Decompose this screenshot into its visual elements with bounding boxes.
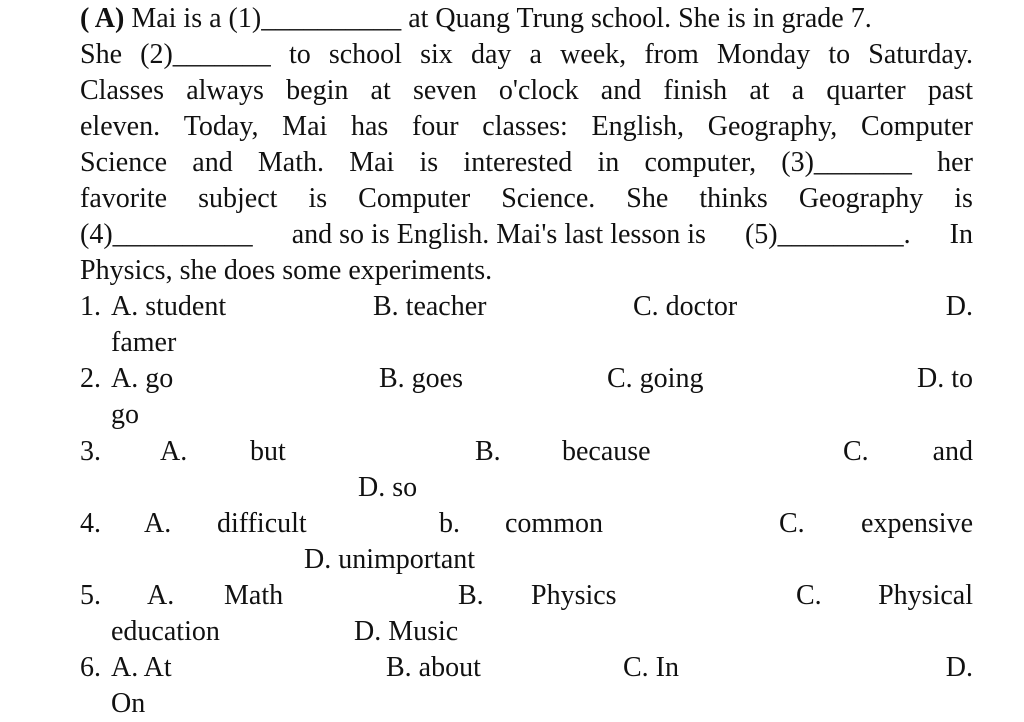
option-a: A. student — [111, 291, 227, 322]
question-3-continuation — [80, 470, 973, 506]
passage-line-6 — [80, 181, 973, 217]
word: Computer — [358, 183, 471, 214]
blank-4: (4)__________ — [80, 219, 253, 250]
word: school — [328, 39, 402, 70]
option-a-text: Math — [224, 580, 284, 611]
option-a: A. At — [111, 652, 172, 683]
question-5-continuation — [80, 614, 973, 650]
word: classes: — [482, 111, 568, 142]
word: has — [350, 111, 389, 142]
question-6-continuation — [80, 686, 973, 722]
option-a-letter: A. — [144, 508, 172, 539]
passage-l1-text-b: at Quang Trung school. She is in grade 7. — [401, 3, 872, 34]
word: to — [288, 39, 311, 70]
passage-line-1 — [80, 1, 973, 37]
question-1-continuation — [80, 325, 973, 361]
option-b-text: because — [562, 436, 651, 467]
word: at — [370, 75, 391, 106]
option-c-letter: C. — [843, 436, 869, 467]
word: a — [791, 75, 805, 106]
word: to — [828, 39, 851, 70]
option-b-letter: B. — [458, 580, 484, 611]
word: at — [749, 75, 770, 106]
option-d: D. — [945, 652, 973, 683]
option-c-text-cont: education — [111, 616, 220, 647]
passage-l7-text: and so is English. Mai's last lesson is — [291, 219, 706, 250]
option-d-text: famer — [111, 327, 177, 358]
option-b: B. about — [386, 652, 481, 683]
word: six — [420, 39, 453, 70]
word: her — [937, 147, 973, 178]
question-2-continuation — [80, 397, 973, 433]
word: computer, — [644, 147, 757, 178]
word: She — [80, 39, 122, 70]
word: English, — [591, 111, 685, 142]
passage-line-5 — [80, 145, 973, 181]
word: seven — [412, 75, 477, 106]
word: interested — [463, 147, 573, 178]
option-d-text: go — [111, 399, 139, 430]
question-3 — [80, 434, 973, 470]
question-5 — [80, 578, 973, 614]
word: past — [927, 75, 973, 106]
word: Geography — [798, 183, 924, 214]
blank-3: (3)_______ — [781, 147, 912, 178]
word: thinks — [699, 183, 768, 214]
option-d: D. to — [917, 363, 973, 394]
word: is — [308, 183, 328, 214]
option-b-text: common — [505, 508, 603, 539]
option-d: D. so — [358, 472, 418, 503]
question-number: 5. — [80, 580, 101, 611]
word: Classes — [80, 75, 164, 106]
option-b-text: Physics — [531, 580, 617, 611]
blank-5: (5)_________. — [744, 219, 911, 250]
word: Science. — [501, 183, 596, 214]
passage-l8-text: Physics, she does some experiments. — [80, 255, 493, 286]
option-c: C. going — [607, 363, 704, 394]
question-number: 6. — [80, 652, 101, 683]
word: favorite — [80, 183, 168, 214]
word: is — [419, 147, 439, 178]
passage-l1-text-a: Mai is a (1) — [124, 3, 262, 34]
word: a — [529, 39, 542, 70]
option-c: C. In — [623, 652, 679, 683]
word: subject — [198, 183, 278, 214]
blank-2: (2)_______ — [140, 39, 271, 70]
question-6 — [80, 650, 973, 686]
word: week, — [560, 39, 627, 70]
option-a-letter: A. — [147, 580, 175, 611]
option-c-text: Physical — [878, 580, 973, 611]
option-a-letter: A. — [160, 436, 188, 467]
word: four — [411, 111, 459, 142]
word: in — [597, 147, 620, 178]
word: from — [644, 39, 699, 70]
word: o'clock — [498, 75, 579, 106]
passage-line-3 — [80, 73, 973, 109]
word: In — [949, 219, 973, 250]
word: quarter — [826, 75, 906, 106]
passage-line-4 — [80, 109, 973, 145]
question-4-continuation — [80, 542, 973, 578]
option-a-text: but — [250, 436, 286, 467]
option-d: D. — [945, 291, 973, 322]
option-d-text: On — [111, 688, 146, 719]
word: is — [954, 183, 973, 214]
option-c: C. doctor — [633, 291, 738, 322]
word: Mai — [282, 111, 328, 142]
option-b: B. goes — [379, 363, 463, 394]
word: Today, — [183, 111, 259, 142]
question-number: 3. — [80, 436, 101, 467]
word: Science — [80, 147, 168, 178]
word: begin — [286, 75, 349, 106]
option-d: D. Music — [354, 616, 459, 647]
word: and — [600, 75, 642, 106]
option-c-letter: C. — [796, 580, 822, 611]
option-a: A. go — [111, 363, 174, 394]
word: finish — [663, 75, 728, 106]
passage-line-2 — [80, 37, 973, 73]
question-number: 4. — [80, 508, 101, 539]
option-b-letter: b. — [439, 508, 460, 539]
word: Geography, — [707, 111, 838, 142]
word: eleven. — [80, 111, 161, 142]
option-b: B. teacher — [373, 291, 487, 322]
word: Saturday. — [868, 39, 973, 70]
blank-1: __________ — [261, 3, 402, 34]
word: always — [186, 75, 264, 106]
question-number: 2. — [80, 363, 101, 394]
word: Computer — [860, 111, 973, 142]
option-a-text: difficult — [217, 508, 307, 539]
question-2 — [80, 361, 973, 397]
option-c-text: and — [932, 436, 973, 467]
word: and — [192, 147, 233, 178]
question-4 — [80, 506, 973, 542]
word: Monday — [716, 39, 811, 70]
passage-line-7 — [80, 217, 973, 253]
word: She — [626, 183, 669, 214]
question-1 — [80, 289, 973, 325]
passage-label: ( A) — [80, 3, 125, 34]
option-c-letter: C. — [779, 508, 805, 539]
word: day — [470, 39, 512, 70]
option-c-text: expensive — [861, 508, 973, 539]
question-number: 1. — [80, 291, 101, 322]
option-b-letter: B. — [475, 436, 501, 467]
option-d: D. unimportant — [304, 544, 476, 575]
word: Math. — [257, 147, 325, 178]
word: Mai — [349, 147, 395, 178]
passage-line-8 — [80, 253, 973, 289]
